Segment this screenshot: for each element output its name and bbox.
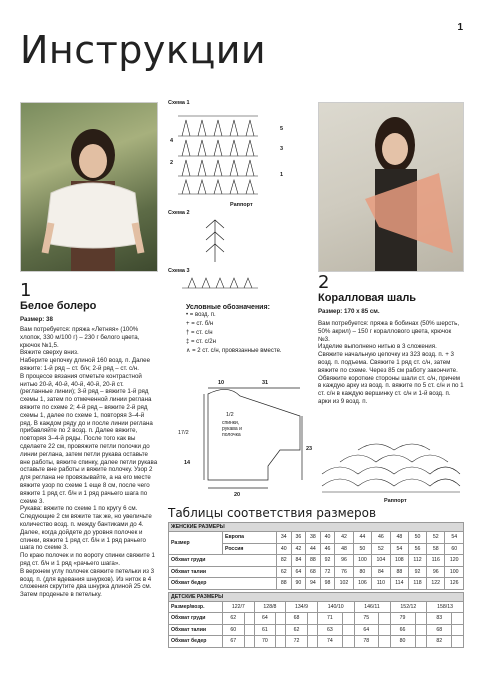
legend-item-chain: • = возд. п.: [186, 312, 216, 318]
dim-31: 31: [262, 380, 269, 386]
russia-label: Россия: [223, 543, 277, 555]
scheme1-diagram: [168, 108, 268, 203]
page-title: Инструкции: [20, 28, 267, 72]
scheme1-row-5: 5: [280, 126, 284, 132]
size-table: ЖЕНСКИЕ РАЗМЕРЫ Размер Европа 34 36 38 40 42 44 46 48 50 52 54 Россия 40 42 44 46 48 50 52 54 56 58 60 Обхват груди 82 84 88 92 96 100 104 108 112 116 120 Обхват талии 62 64 68 72 76 80 84 88 92 96 100 Обхват бедер 88 90 94 98 102 106 110 114 118 122 126 ДЕТСКИЕ РАЗМЕРЫ Размер/возр. 122/7 128/8 134/9 140/10 146/11 152/12 158/13 Обхват груди 62 64 68 71 75 79 83 Обхват талии 60 61 62 63 64 66 68 Обхват бедер 67 70 72 74 78 80 82: [168, 522, 464, 648]
scheme3-diagram: [180, 274, 260, 292]
women-header: ЖЕНСКИЕ РАЗМЕРЫ: [169, 523, 464, 532]
pattern-piece-label: спинки, рукава и полочка: [222, 420, 242, 438]
model2-size: Размер: 170 х 85 см.: [318, 308, 380, 315]
legend-item-dc2tog: ∧ = 2 ст. с/н, провязанные вместе.: [186, 348, 282, 354]
scheme3-label: Схема 3: [168, 268, 190, 274]
photo-figure-1: [21, 103, 158, 272]
scheme1-label: Схема 1: [168, 100, 190, 106]
photo-white-bolero: [20, 102, 158, 272]
photo-figure-2: [319, 103, 464, 272]
table-row: Обхват груди 82 84 88 92 96 100 104 108 112 116 120: [169, 555, 464, 567]
scheme1-row-1: 1: [280, 172, 284, 178]
scheme1-row-4: 4: [170, 138, 174, 144]
model1-p5: Рукава: вяжите по схеме 1 по кругу 6 см. Следующие 2 см вяжите так же, но увеличьте количество возд. п. между бантиками до 4. Далее, когда дойдете до уровня полочек и спинки, вяжите 1 ряд ст. б/н и 1 ряд рачьего шага по схеме 3.: [20, 505, 152, 552]
dim-20: 20: [234, 492, 241, 498]
dim-23: 23: [306, 446, 313, 452]
size-label: Размер: [169, 532, 223, 555]
model1-p7: В верхнем углу полочек свяжите петельки из 3 возд. п. (для вдевания шнурков). Из ниток в 4 сложения скрутите два шнурка длиной 25 см. Затем проденьте в петельку.: [20, 567, 155, 599]
dim-14: 14: [184, 460, 191, 466]
model2-p3: Свяжите начальную цепочку из 323 возд. п. + 3 возд. п. подъема. Свяжите 1 ряд ст. с/н, затем вяжите по схеме. Через 85 см работу закончите. Обвяжите короткие стороны шали ст. с/н, причем в каждую арку из возд. п. вяжите по 5 ст. с/н и по 1 ст. с/н в каждую вершинку ст. с/н и 1-й возд. п. арки из 9 возд. п.: [318, 351, 464, 405]
shawl-rapport: Раппорт: [384, 498, 407, 504]
pattern-diagram: [168, 376, 318, 500]
model1-p4: В процессе вязания отметьте контрастной нитью 20-й, 40-й, 40-й, 40-й, 20-й ст. (регланные линии); 3-й ряд – вяжите 1-й ряд схемы 1, затем по отмеченной линии реглана вяжите по схеме 2; 4-й ряд – вяжите 2-й ряд схемы 1, далее по схеме 1, повторяя 3–4-й ряд. В каждом ряду до и после линии реглана прибавляйте по 2 возд. п. Далее вяжите, повторяя 3–4-й ряды. После того как вы сделаете 22 см, провяжите петли полочки до линии реглана, затем петли рукава оставьте вне работы, вяжите спинку, далее петли рукава оставьте вне работы и вяжите полочку. Узор 2 для реглана не провязывайте, а на его месте вяжите узор по схеме 1 еще 8 см, после чего вяжите 1 ряд ст. б/н и 1 ряд рачьего шага по схеме 3.: [20, 372, 158, 505]
shawl-scheme-diagram: [318, 432, 464, 504]
scheme1-row-3: 3: [280, 146, 284, 152]
scheme1-rapport: Раппорт: [230, 202, 253, 208]
table-row: Обхват бедер 67 70 72 74 78 80 82: [169, 636, 464, 648]
model1-size: Размер: 38: [20, 316, 53, 323]
table-row: Обхват груди 62 64 68 71 75 79 83: [169, 613, 464, 625]
legend-item-sc: + = ст. б/н: [186, 321, 214, 327]
page-number: 1: [457, 22, 463, 33]
scheme2-label: Схема 2: [168, 210, 190, 216]
legend-title: Условные обозначения:: [186, 304, 270, 311]
dim-17-2: 17/2: [178, 430, 189, 436]
dc2tog-symbol-icon: ∧: [186, 348, 191, 354]
legend: [186, 304, 316, 356]
size-table-title: Таблицы соответствия размеров: [168, 506, 377, 520]
photo-coral-shawl: [318, 102, 464, 272]
model1-body: [20, 326, 158, 599]
dc-symbol-icon: †: [186, 330, 190, 336]
sc-symbol-icon: +: [186, 321, 190, 327]
model1-p3: Наберите цепочку длиной 160 возд. п. Далее вяжите: 1-й ряд – ст. б/н; 2-й ряд – ст. с/н.: [20, 357, 151, 372]
table-row: Обхват талии 62 64 68 72 76 80 84 88 92 96 100: [169, 566, 464, 578]
model2-number: 2: [318, 272, 330, 293]
dim-10: 10: [218, 380, 225, 386]
model1-number: 1: [20, 280, 32, 301]
pattern-half-label: 1/2: [226, 412, 234, 418]
tr-symbol-icon: ‡: [186, 339, 190, 345]
scheme2-diagram: [200, 216, 230, 264]
model2-name: Коралловая шаль: [318, 292, 417, 304]
model2-p1: Вам потребуется: пряжа в бобинах (50% шерсть, 50% акрил) – 150 г кораллового цвета, крючок №3.: [318, 320, 460, 343]
model2-body: [318, 320, 464, 406]
kids-size-label: Размер/возр.: [169, 601, 223, 613]
model1-p6: По краю полочек и по вороту спинки свяжите 1 ряд ст. б/н и 1 ряд «рачьего шага».: [20, 552, 155, 567]
table-row: Обхват талии 60 61 62 63 64 66 68: [169, 624, 464, 636]
europe-label: Европа: [223, 532, 277, 544]
table-row: Обхват бедер 88 90 94 98 102 106 110 114 118 122 126: [169, 578, 464, 590]
model1-p2: Вяжите сверху вниз.: [20, 349, 79, 357]
kids-header: ДЕТСКИЕ РАЗМЕРЫ: [169, 592, 464, 601]
legend-item-dc: † = ст. с/н: [186, 330, 213, 336]
model2-p2: Изделие выполнено нитью в 3 сложения.: [318, 343, 437, 351]
chain-symbol-icon: •: [186, 312, 189, 318]
legend-item-tr: ‡ = ст. с/2н: [186, 339, 216, 345]
model1-p1: Вам потребуется: пряжа «Летняя» (100% хлопок, 330 м/100 г) – 230 г белого цвета, крючок №1,5.: [20, 326, 140, 349]
model1-name: Белое болеро: [20, 300, 97, 312]
scheme1-row-2: 2: [170, 160, 174, 166]
